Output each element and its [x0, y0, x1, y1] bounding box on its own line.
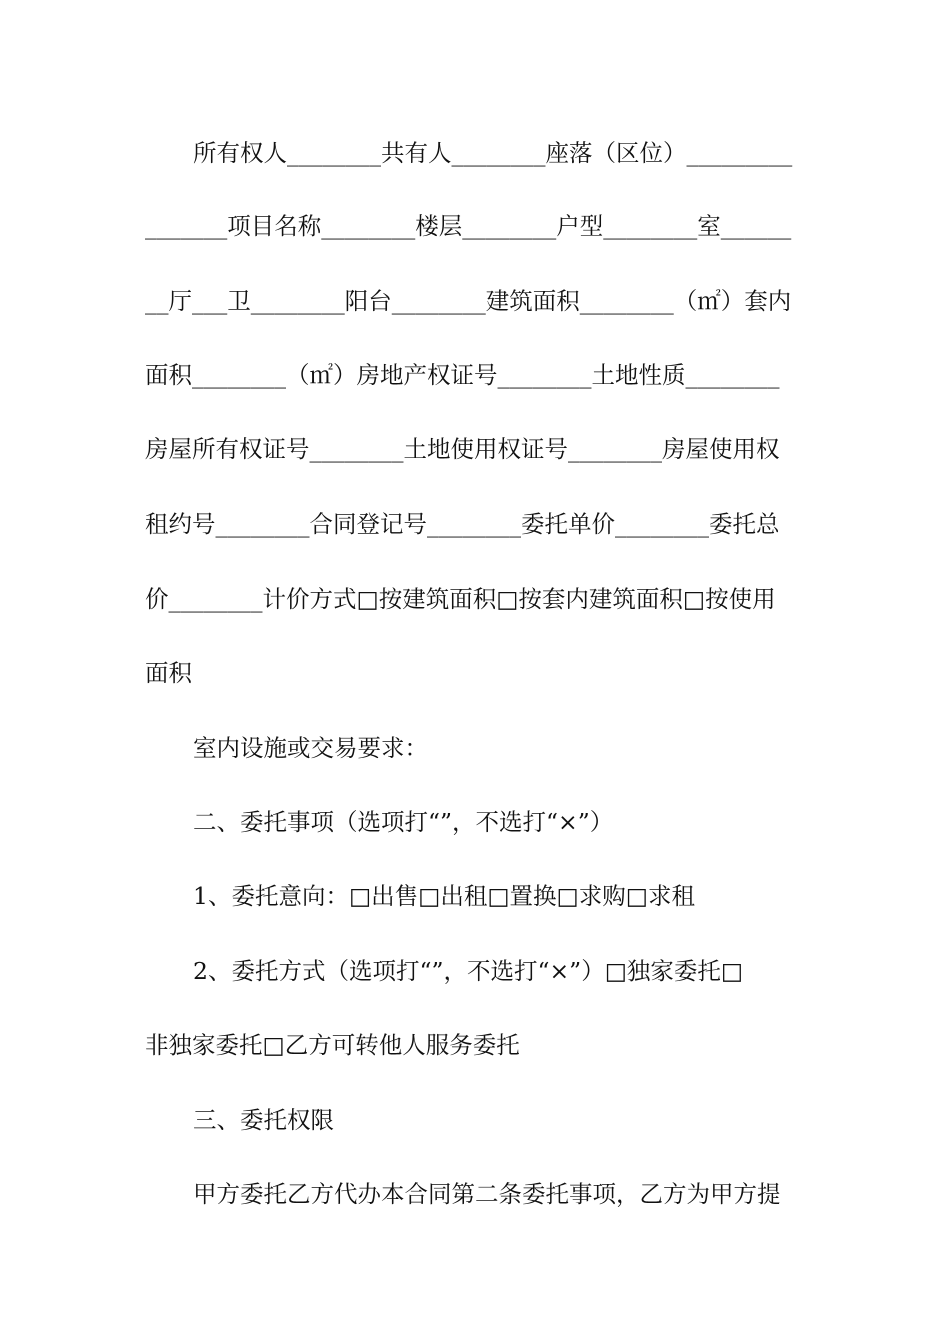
pricing-method-line: 价________计价方式□按建筑面积□按套内建筑面积□按使用	[145, 585, 776, 613]
section-two-heading: 二、委托事项（选项打“”，不选打“×”）	[193, 808, 614, 836]
project-name-line: _______项目名称________楼层________户型________室______	[145, 212, 792, 240]
commission-intent-line: 1、委托意向：□出售□出租□置换□求购□求租	[193, 882, 695, 910]
section-three-heading: 三、委托权限	[193, 1106, 334, 1134]
building-area-line: __厅___卫________阳台________建筑面积________（㎡）套内	[145, 287, 792, 315]
facilities-requirements: 室内设施或交易要求：	[193, 734, 428, 762]
commission-method-line: 2、委托方式（选项打“”，不选打“×”）□独家委托□	[193, 957, 744, 985]
pricing-method-continued: 面积	[145, 659, 192, 687]
property-owner-line: 所有权人________共有人________座落（区位）_________	[193, 139, 793, 167]
lease-number-line: 租约号________合同登记号________委托单价________委托总	[145, 510, 780, 538]
commission-method-continued: 非独家委托□乙方可转他人服务委托	[145, 1031, 520, 1059]
ownership-cert-line: 房屋所有权证号________土地使用权证号________房屋使用权	[145, 435, 780, 463]
authority-paragraph: 甲方委托乙方代办本合同第二条委托事项，乙方为甲方提	[193, 1180, 781, 1208]
land-nature-line: 面积________（㎡）房地产权证号________土地性质________	[145, 361, 780, 389]
